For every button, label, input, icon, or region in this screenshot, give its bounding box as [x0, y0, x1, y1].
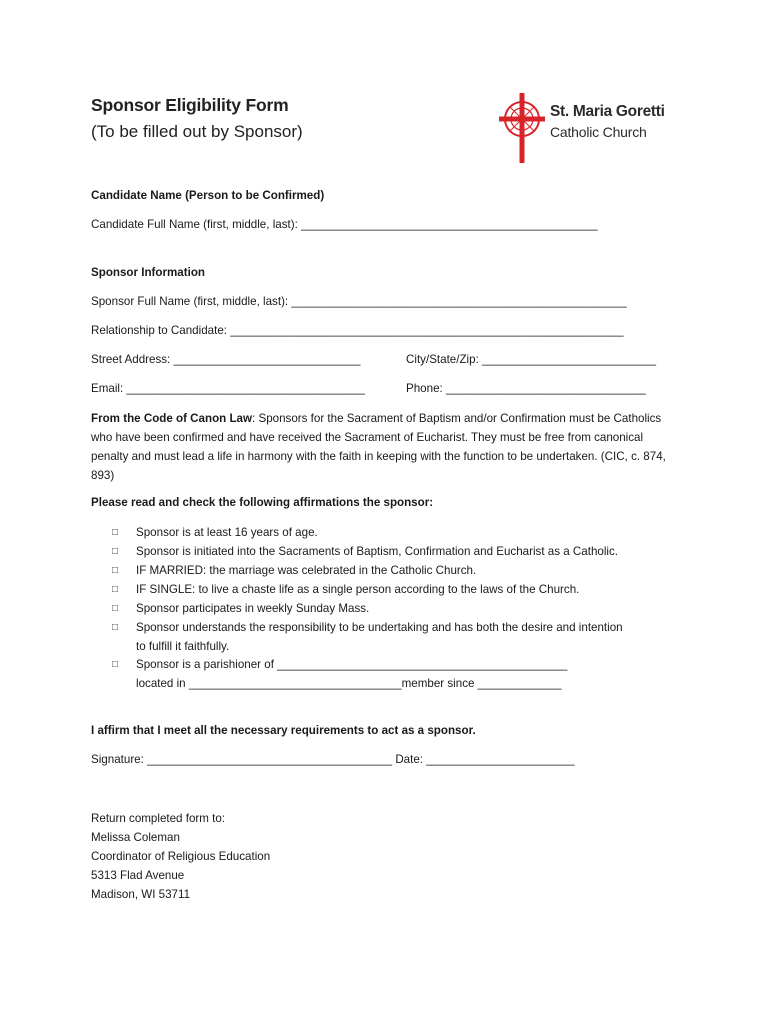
city-state-zip-field[interactable]: City/State/Zip: ___________________________: [406, 353, 657, 366]
return-label: Return completed form to:: [91, 812, 226, 825]
affirmation-parishioner[interactable]: Sponsor is a parishioner of _____________________________________________: [136, 658, 568, 671]
return-contact-title: Coordinator of Religious Education: [91, 850, 271, 863]
sponsor-heading: Sponsor Information: [91, 266, 206, 279]
checkbox-single[interactable]: □: [112, 584, 119, 595]
checkbox-mass[interactable]: □: [112, 603, 119, 614]
sponsor-full-name-field[interactable]: Sponsor Full Name (first, middle, last): ____________________________________________________: [91, 295, 627, 308]
signature-date-field[interactable]: Signature: ______________________________________ Date: _______________________: [91, 753, 575, 766]
canon-law-paragraph: [91, 409, 681, 485]
affirmation-parishioner-cont[interactable]: located in _________________________________member since _____________: [136, 677, 562, 690]
form-subtitle: (To be filled out by Sponsor): [91, 122, 303, 141]
return-contact-name: Melissa Coleman: [91, 831, 180, 844]
phone-field[interactable]: Phone: _______________________________: [406, 382, 646, 395]
affirmation-age: Sponsor is at least 16 years of age.: [136, 526, 318, 539]
return-city: Madison, WI 53711: [91, 888, 191, 901]
canon-law-text: : Sponsors for the Sacrament of Baptism and/or Confirmation must be Catholics who have been confirmed and have received the Sacrament of Eucharist. They must be free from canonical penalty and must lead a life in harmony with the faith in keeping with the function to be undertaken. (CIC, c. 874, 893): [91, 412, 666, 482]
affirmation-sacraments: Sponsor is initiated into the Sacraments of Baptism, Confirmation and Eucharist as a Catholic.: [136, 545, 619, 558]
affirmations-heading: Please read and check the following affirmations the sponsor:: [91, 496, 434, 509]
logo-church-subtitle: Catholic Church: [550, 124, 647, 140]
candidate-full-name-field[interactable]: Candidate Full Name (first, middle, last): ______________________________________________: [91, 218, 598, 231]
affirmation-married: IF MARRIED: the marriage was celebrated in the Catholic Church.: [136, 564, 477, 577]
checkbox-married[interactable]: □: [112, 565, 119, 576]
affirm-statement: I affirm that I meet all the necessary requirements to act as a sponsor.: [91, 724, 476, 737]
checkbox-responsibility[interactable]: □: [112, 622, 119, 633]
checkbox-parishioner[interactable]: □: [112, 659, 119, 670]
church-logo: [497, 91, 687, 165]
affirmation-mass: Sponsor participates in weekly Sunday Mass.: [136, 602, 370, 615]
return-address-block: [91, 809, 270, 904]
cross-logo-icon: [497, 91, 547, 165]
return-street: 5313 Flad Avenue: [91, 869, 185, 882]
email-field[interactable]: Email: _____________________________________: [91, 382, 366, 395]
affirmation-single: IF SINGLE: to live a chaste life as a single person according to the laws of the Church.: [136, 583, 580, 596]
candidate-heading: Candidate Name (Person to be Confirmed): [91, 189, 325, 202]
relationship-field[interactable]: Relationship to Candidate: _____________________________________________________________: [91, 324, 624, 337]
checkbox-sacraments[interactable]: □: [112, 546, 119, 557]
checkbox-age[interactable]: □: [112, 527, 119, 538]
street-address-field[interactable]: Street Address: _____________________________: [91, 353, 361, 366]
logo-church-name: St. Maria Goretti: [550, 103, 665, 120]
canon-law-lead: From the Code of Canon Law: [91, 412, 253, 425]
form-title: Sponsor Eligibility Form: [91, 95, 289, 115]
affirmation-responsibility: Sponsor understands the responsibility to be undertaking and has both the desire and intention: [136, 621, 623, 634]
affirmation-responsibility-cont: to fulfill it faithfully.: [136, 640, 230, 653]
